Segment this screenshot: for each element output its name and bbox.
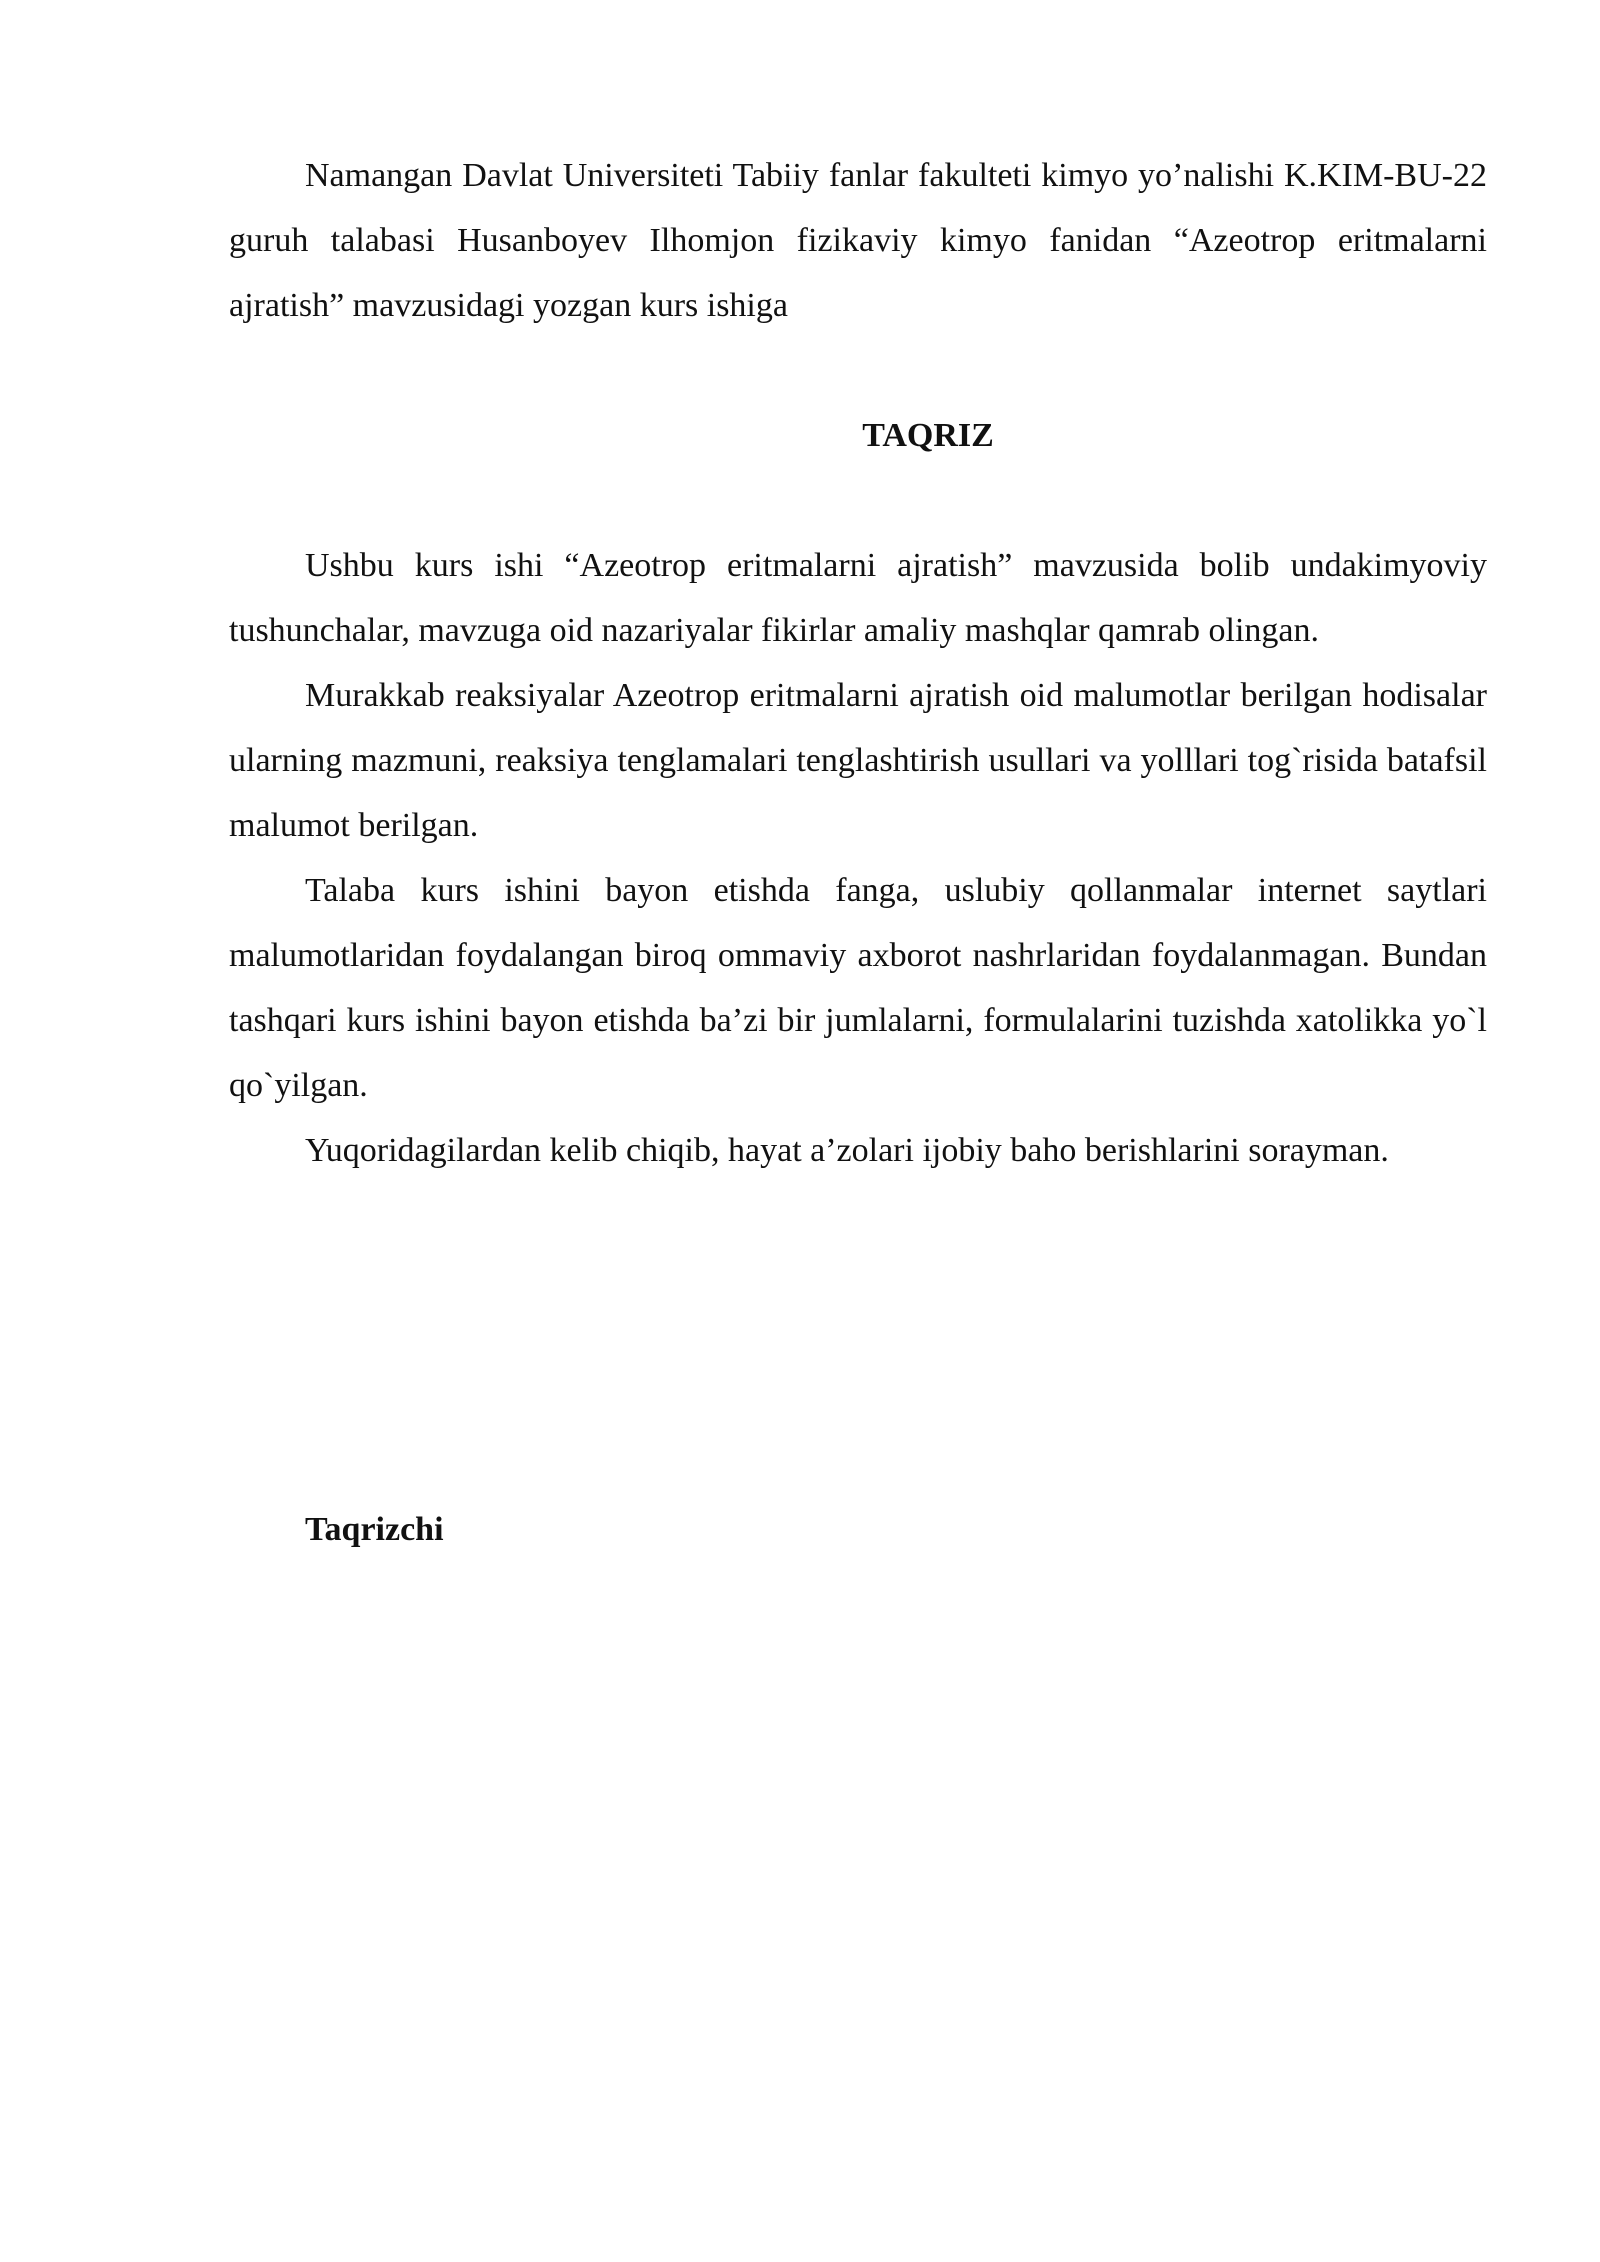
review-paragraph-1: Ushbu kurs ishi “Azeotrop eritmalarni ajratish” mavzusida bolib undakimyoviy tushunchalar, mavzuga oid nazariyalar fikirlar amaliy mashqlar qamrab olingan. (229, 547, 1487, 649)
review-paragraph-2: Murakkab reaksiyalar Azeotrop eritmalarni ajratish oid malumotlar berilgan hodisalar ularning mazmuni, reaksiya tenglamalari tenglashtirish usullari va yolllari tog`risida batafsil malumot berilgan. (229, 677, 1487, 844)
reviewer-label: Taqrizchi (305, 1511, 444, 1548)
review-paragraph-3: Talaba kurs ishini bayon etishda fanga, uslubiy qollanmalar internet saytlari malumotlaridan foydalangan biroq ommaviy axborot nashrlaridan foydalanmagan. Bundan tashqari kurs ishini bayon etishda ba’zi bir jumlalarni, formulalarini tuzishda xatolikka yo`l qo`yilgan. (229, 872, 1487, 1104)
review-paragraph-4: Yuqoridagilardan kelib chiqib, hayat a’zolari ijobiy baho berishlarini sorayman. (305, 1132, 1389, 1169)
intro-paragraph: Namangan Davlat Universiteti Tabiiy fanlar fakulteti kimyo yo’nalishi K.KIM-BU-22 guruh talabasi Husanboyev Ilhomjon fizikaviy kimyo fanidan “Azeotrop eritmalarni ajratish” mavzusidagi yozgan kurs ishiga (229, 157, 1487, 324)
review-body (229, 533, 1487, 1183)
document-title: TAQRIZ (862, 417, 994, 454)
